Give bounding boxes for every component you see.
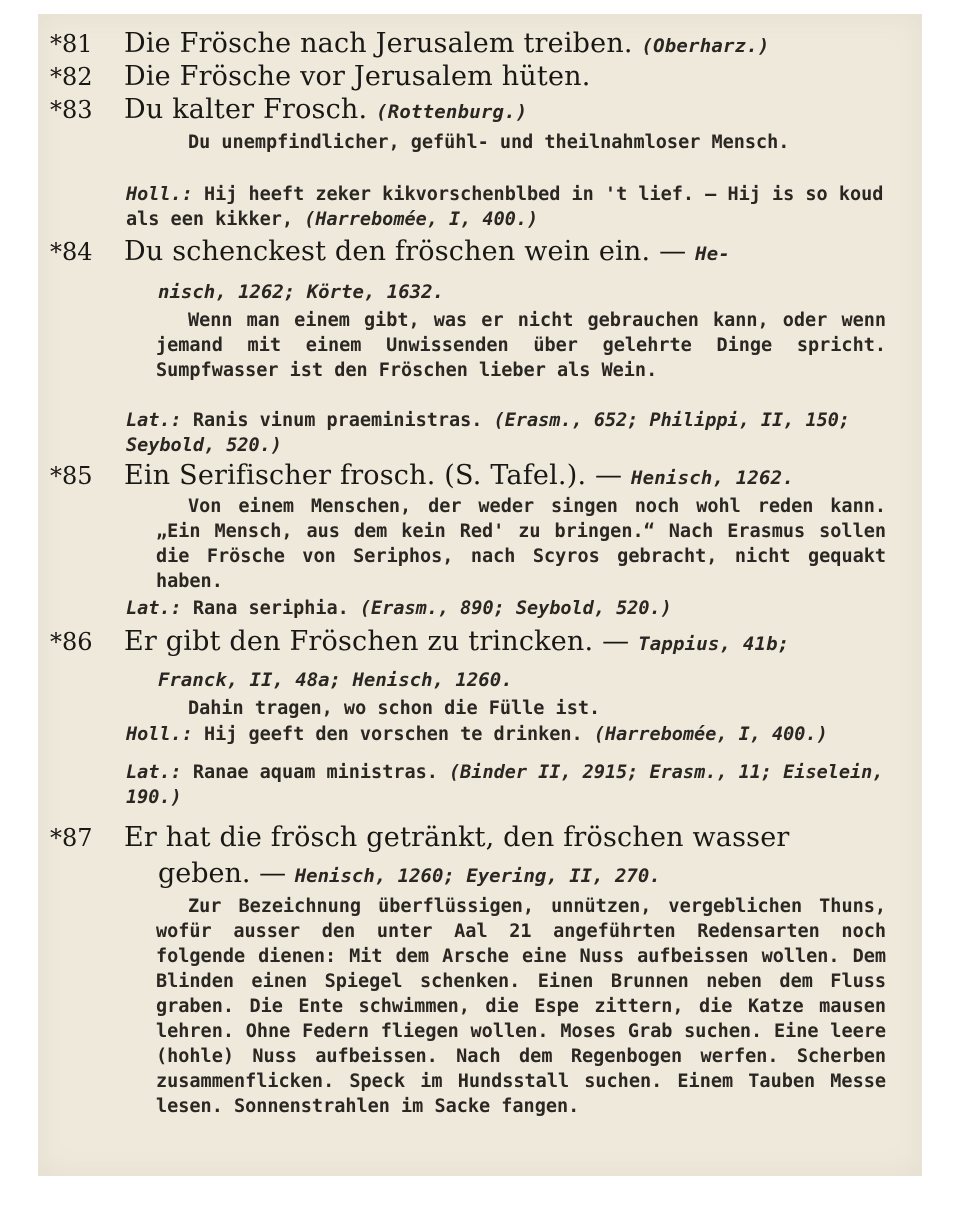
scanned-page (38, 14, 922, 1176)
entry-number: *84 (50, 238, 93, 266)
entry-number: *87 (50, 824, 93, 852)
citation: (Oberharz.) (641, 35, 770, 57)
language-label: Lat.: (126, 762, 182, 783)
equivalent-text: Ranae aquam ministras. (192, 762, 438, 783)
entry-number: *86 (50, 628, 93, 656)
headword-text: Ein Serifischer frosch. (S. Tafel.). — (124, 460, 623, 491)
equivalent-text: Hij geeft den vorschen te drinken. (203, 724, 583, 745)
citation: (Rottenburg.) (376, 101, 528, 123)
entry-87-headword-continued (158, 858, 661, 892)
entry-87-explanation: Zur Bezeichnung überflüssigen, unnützen, vergeblichen Thuns, wofür ausser den unter Aal 21 angeführten Redensarten noch folgende dienen: Mit dem Arsche eine Nuss aufbeissen wollen. Dem Blinden einen Spiegel schenken. Einen Brunnen neben dem Fluss graben. Die Ente schwimmen, die Espe zittern, die Katze mausen lehren. Ohne Federn fliegen wollen. Moses Grab suchen. Eine leere (hohle) Nuss aufbeissen. Nach dem Regenbogen werfen. Scherben zusammenflicken. Speck im Hundsstall suchen. Einem Tauben Messe lesen. Sonnenstrahlen im Sacke fangen. (156, 896, 886, 1117)
entry-82-headword (50, 61, 591, 93)
entry-86-dutch-equivalent (126, 722, 886, 747)
equivalent-text: Rana seriphia. (192, 598, 349, 619)
source-reference: (Harrebomée, I, 400.) (593, 724, 828, 745)
source-reference: (Erasm., 890; Seybold, 520.) (359, 598, 672, 619)
equivalent-text: Hij heeft zeker kikvorschenblbed in 't lief. — Hij is so koud als een kikker, (126, 184, 884, 230)
source-reference: (Binder II, 2915; Erasm., 11; Eiselein, 190.) (126, 762, 884, 808)
entry-83-dutch-equivalent (126, 182, 886, 232)
entry-84-citation-continued: nisch, 1262; Körte, 1632. (158, 281, 444, 303)
equivalent-text: Ranis vinum praeministras. (192, 410, 483, 431)
entry-84-explanation: Wenn man einem gibt, was er nicht gebrauchen kann, oder wenn jemand mit einem Unwissenden über gelehrte Dinge spricht. Sumpfwasser ist den Fröschen lieber als Wein. (156, 310, 886, 381)
headword-text: Die Frösche nach Jerusalem treiben. (124, 28, 633, 59)
headword-text: Er gibt den Fröschen zu trincken. — (124, 626, 630, 657)
entry-81-headword (50, 28, 770, 62)
entry-84-headword (50, 236, 730, 270)
source-reference: (Harrebomée, I, 400.) (304, 209, 539, 230)
language-label: Holl.: (126, 184, 193, 205)
citation: He- (695, 243, 730, 265)
entry-85-latin-equivalent (126, 596, 886, 621)
entry-83-explanation: Du unempfindlicher, gefühl- und theilnahmloser Mensch. (188, 132, 790, 153)
entry-84-latin-equivalent (126, 408, 886, 458)
citation: Henisch, 1262. (631, 467, 794, 489)
headword-continuation: geben. — (158, 858, 287, 889)
language-label: Lat.: (126, 410, 182, 431)
headword-text: Er hat die frösch getränkt, den fröschen wasser (124, 822, 790, 853)
citation: Henisch, 1260; Eyering, II, 270. (294, 865, 661, 887)
entry-85-headword (50, 460, 794, 494)
language-label: Holl.: (126, 724, 193, 745)
entry-number: *81 (50, 30, 93, 58)
headword-text: Du schenckest den fröschen wein ein. — (124, 236, 687, 267)
headword-text: Die Frösche vor Jerusalem hüten. (124, 61, 591, 92)
entry-number: *82 (50, 63, 93, 91)
headword-text: Du kalter Frosch. (124, 94, 368, 125)
entry-86-headword (50, 626, 789, 660)
entry-number: *83 (50, 96, 93, 124)
entry-87-headword (50, 822, 790, 854)
source-reference: (Erasm., 652; Philippi, II, 150; Seybold, 520.) (126, 410, 850, 456)
entry-85-explanation: Von einem Menschen, der weder singen noch wohl reden kann. „Ein Mensch, aus dem kein Red' zu bringen.“ Nach Erasmus sollen die Frösche von Seriphos, nach Scyros gebracht, nicht gequakt haben. (156, 496, 886, 592)
entry-number: *85 (50, 462, 93, 490)
entry-86-citation-continued: Franck, II, 48a; Henisch, 1260. (158, 669, 513, 691)
citation: Tappius, 41b; (638, 633, 790, 655)
language-label: Lat.: (126, 598, 182, 619)
entry-83-headword (50, 94, 527, 128)
entry-86-explanation: Dahin tragen, wo schon die Fülle ist. (188, 698, 601, 719)
entry-86-latin-equivalent (126, 760, 886, 810)
